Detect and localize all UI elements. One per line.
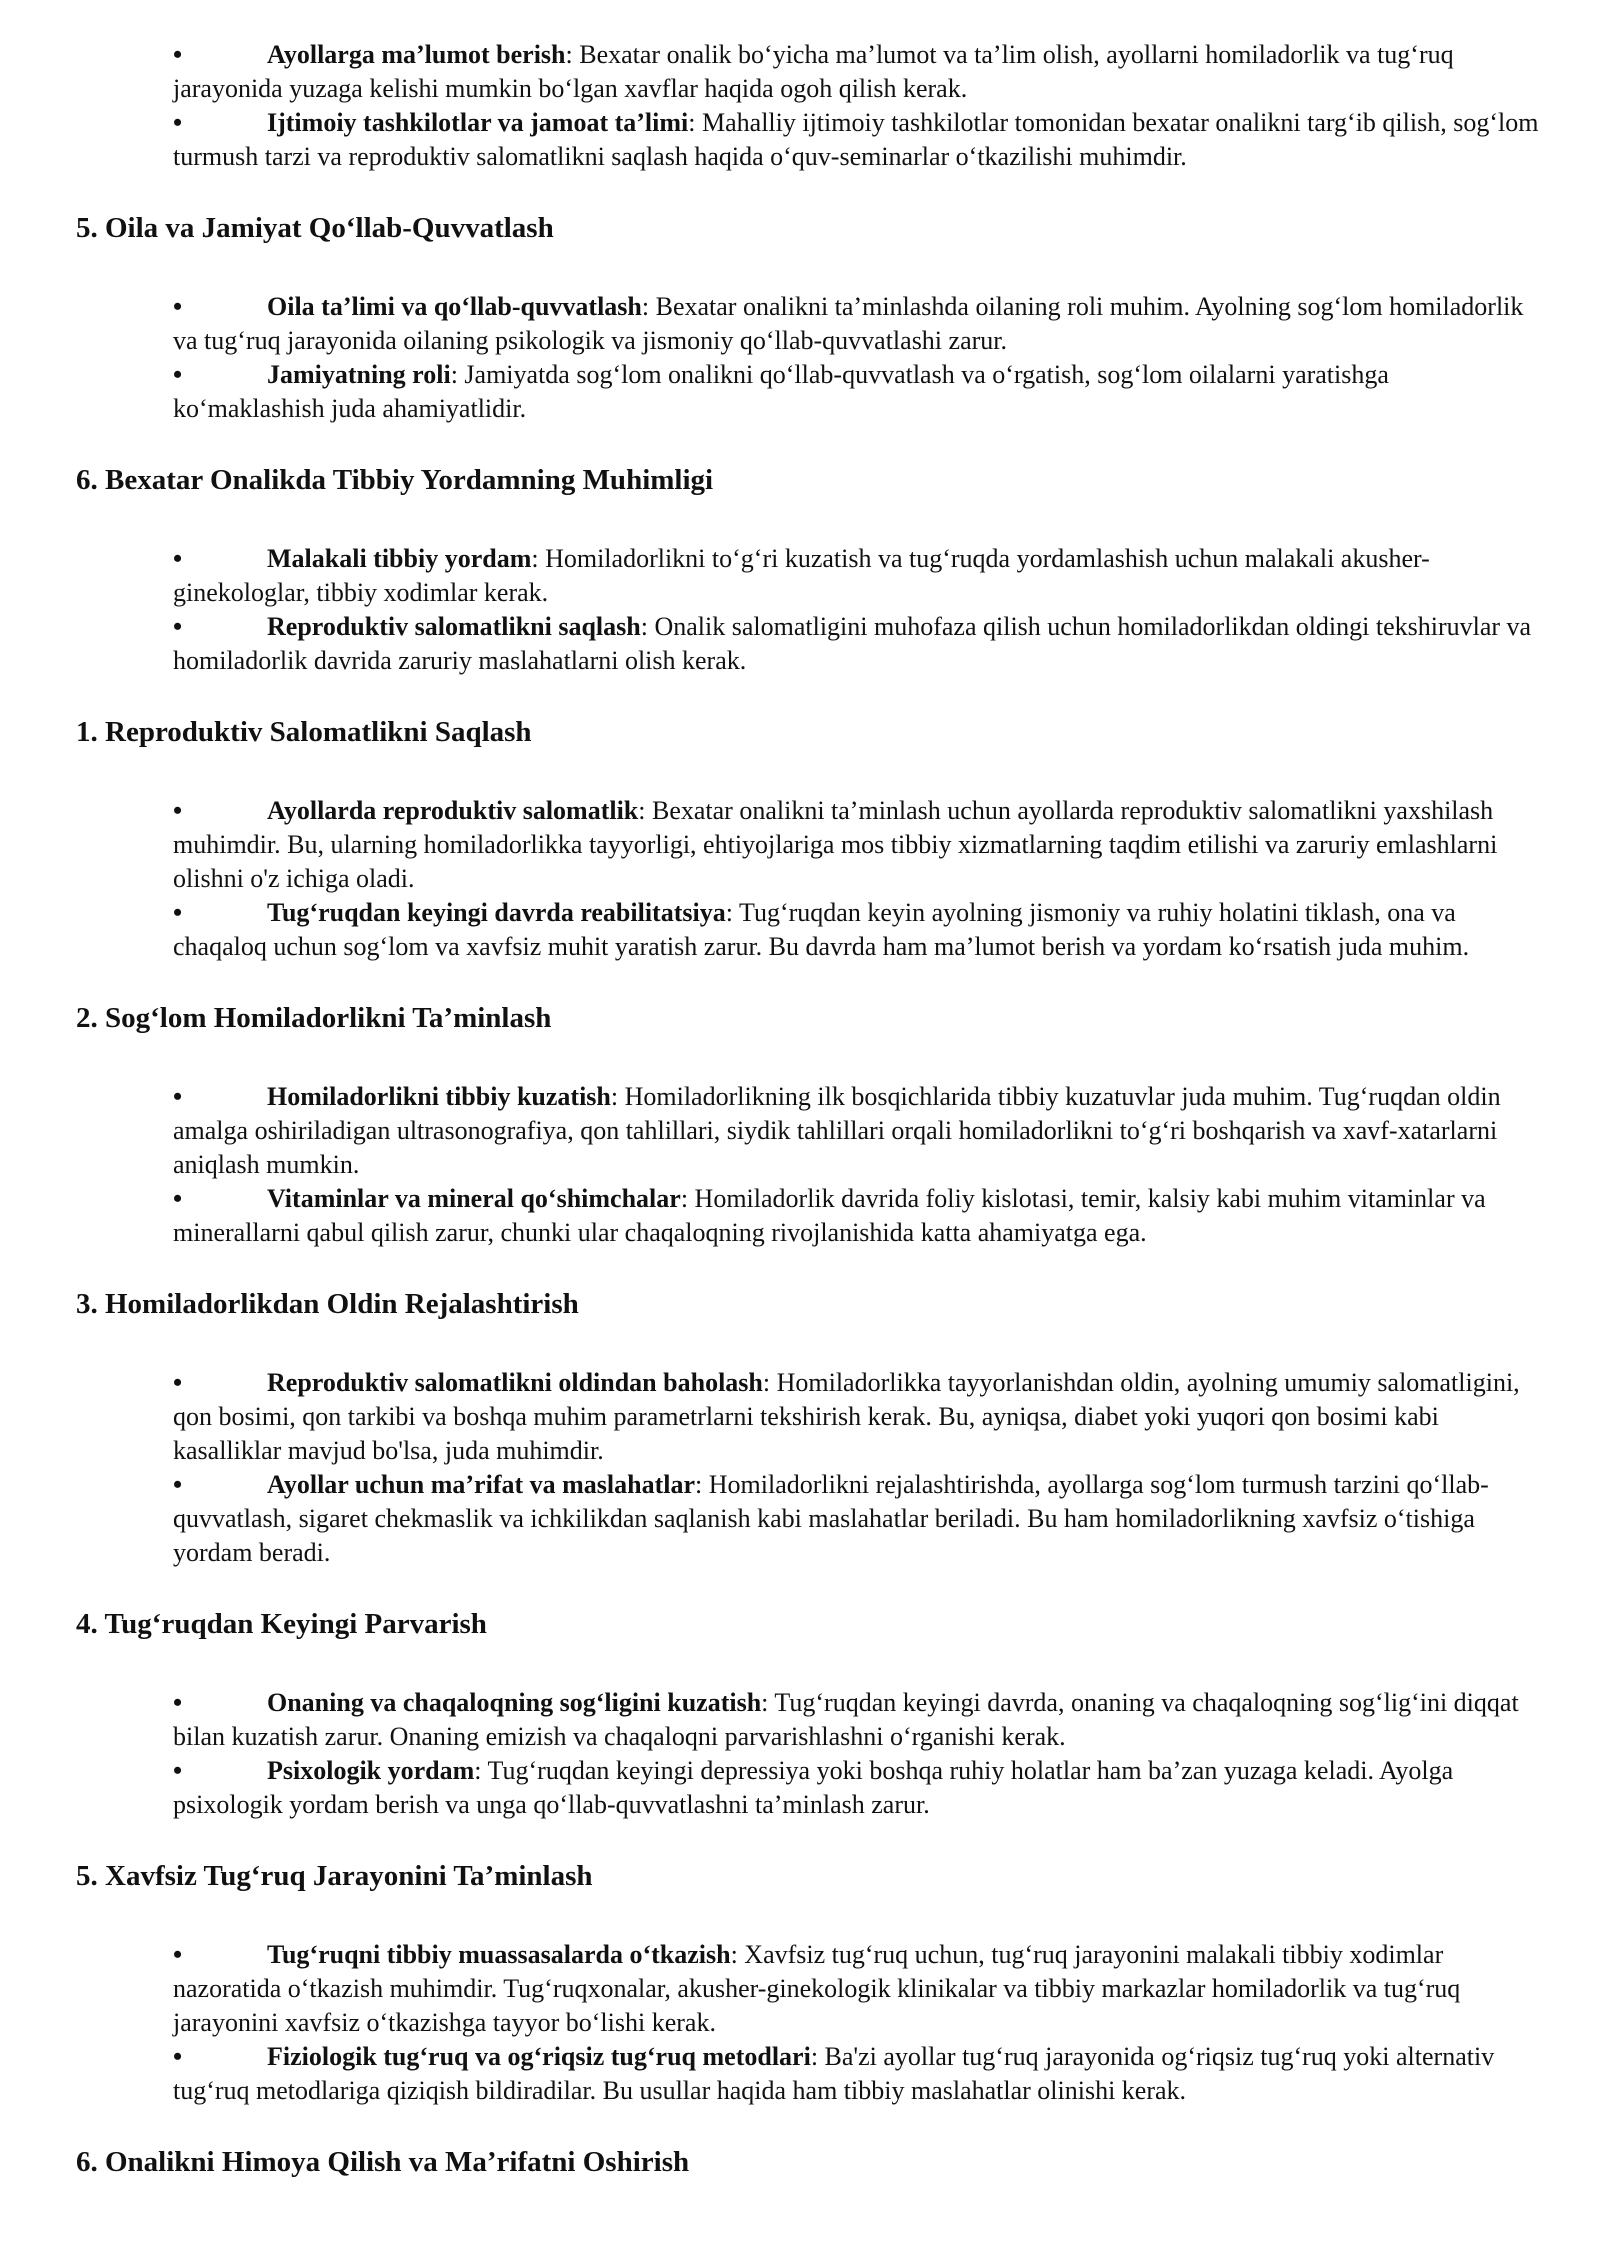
- bullet-term: Reproduktiv salomatlikni saqlash: [267, 612, 641, 641]
- bullet-term: Ijtimoiy tashkilotlar va jamoat ta’limi: [267, 108, 689, 137]
- bullet-icon: •: [173, 1368, 183, 1397]
- section-heading: 3. Homiladorlikdan Oldin Rejalashtirish: [76, 1288, 579, 1320]
- list-item: [0, 794, 1600, 896]
- bullet-icon: •: [173, 360, 183, 389]
- bullet-text: : Ba'zi ayollar tug‘ruq jarayonida og‘riqsiz tug‘ruq yoki alternativ tug‘ruq metodlariga qiziqish bildiradilar. Bu usullar haqida ham tibbiy maslahatlar olinishi kerak.: [173, 2042, 1495, 2105]
- bullet-term: Ayollar uchun ma’rifat va maslahatlar: [267, 1470, 696, 1499]
- list-item: [0, 896, 1600, 964]
- list-item: [0, 290, 1600, 358]
- bullet-text: : Jamiyatda sog‘lom onalikni qo‘llab-quvvatlash va o‘rgatish, sog‘lom oilalarni yaratishga ko‘maklashish juda ahamiyatlidir.: [173, 360, 1389, 423]
- section-heading: 6. Bexatar Onalikda Tibbiy Yordamning Muhimligi: [76, 464, 714, 496]
- section-bullet-list: [0, 290, 1600, 426]
- document-section: [0, 210, 1600, 426]
- bullet-term: Malakali tibbiy yordam: [267, 544, 532, 573]
- bullet-text: : Mahalliy ijtimoiy tashkilotlar tomonidan bexatar onalikni targ‘ib qilish, sog‘lom turmush tarzi va reproduktiv salomatlikni saqlash haqida o‘quv-seminarlar o‘tkazilishi muhimdir.: [173, 108, 1539, 171]
- list-item: [0, 1182, 1600, 1250]
- section-bullet-list: [0, 794, 1600, 964]
- document-section: [0, 1858, 1600, 2108]
- bullet-icon: •: [173, 2042, 183, 2071]
- list-item: [0, 1080, 1600, 1182]
- bullet-term: Homiladorlikni tibbiy kuzatish: [267, 1082, 611, 1111]
- bullet-icon: •: [173, 898, 183, 927]
- bullet-text: : Homiladorlikka tayyorlanishdan oldin, ayolning umumiy salomatligini, qon bosimi, qon tarkibi va boshqa muhim parametrlarni tekshirish kerak. Bu, ayniqsa, diabet yoki yuqori qon bosimi kabi kasalliklar mavjud bo'lsa, juda muhimdir.: [173, 1368, 1520, 1465]
- section-bullet-list: [0, 1080, 1600, 1250]
- bullet-icon: •: [173, 1688, 183, 1717]
- bullet-text: : Bexatar onalikni ta’minlashda oilaning roli muhim. Ayolning sog‘lom homiladorlik va tug‘ruq jarayonida oilaning psikologik va jismoniy qo‘llab-quvvatlashi zarur.: [173, 292, 1524, 355]
- list-item: [0, 1938, 1600, 2040]
- bullet-icon: •: [173, 1082, 183, 1111]
- bullet-icon: •: [173, 1756, 183, 1785]
- bullet-text: : Homiladorlik davrida foliy kislotasi, temir, kalsiy kabi muhim vitaminlar va minerallarni qabul qilish zarur, chunki ular chaqaloqning rivojlanishida katta ahamiyatga ega.: [173, 1184, 1486, 1247]
- intro-bullet-list: [0, 38, 1600, 174]
- section-bullet-list: [0, 1938, 1600, 2108]
- sections-container: [0, 210, 1600, 2180]
- bullet-term: Ayollarga ma’lumot berish: [267, 40, 566, 69]
- section-bullet-list: [0, 1686, 1600, 1822]
- section-heading: 5. Oila va Jamiyat Qo‘llab-Quvvatlash: [76, 212, 554, 244]
- bullet-icon: •: [173, 292, 183, 321]
- document-section: [0, 1606, 1600, 1822]
- bullet-text: : Tug‘ruqdan keyingi davrda, onaning va chaqaloqning sog‘lig‘ini diqqat bilan kuzatish zarur. Onaning emizish va chaqaloqni parvarishlashni o‘rganishi kerak.: [173, 1688, 1519, 1751]
- bullet-term: Psixologik yordam: [267, 1756, 475, 1785]
- section-bullet-list: [0, 1366, 1600, 1570]
- document-section: [0, 2144, 1600, 2180]
- bullet-term: Oila ta’limi va qo‘llab-quvvatlash: [267, 292, 642, 321]
- bullet-term: Onaning va chaqaloqning sog‘ligini kuzatish: [267, 1688, 762, 1717]
- bullet-icon: •: [173, 40, 183, 69]
- bullet-text: : Tug‘ruqdan keyingi depressiya yoki boshqa ruhiy holatlar ham ba’zan yuzaga keladi. Ayolga psixologik yordam berish va unga qo‘llab-quvvatlashni ta’minlash zarur.: [173, 1756, 1454, 1819]
- list-item: [0, 106, 1600, 174]
- list-item: [0, 2040, 1600, 2108]
- list-item: [0, 610, 1600, 678]
- list-item: [0, 1468, 1600, 1570]
- list-item: [0, 38, 1600, 106]
- bullet-term: Tug‘ruqni tibbiy muassasalarda o‘tkazish: [267, 1940, 731, 1969]
- section-heading: 4. Tug‘ruqdan Keyingi Parvarish: [76, 1608, 487, 1640]
- list-item: [0, 1366, 1600, 1468]
- section-heading: 5. Xavfsiz Tug‘ruq Jarayonini Ta’minlash: [76, 1860, 593, 1892]
- bullet-icon: •: [173, 1470, 183, 1499]
- bullet-text: : Onalik salomatligini muhofaza qilish uchun homiladorlikdan oldingi tekshiruvlar va homiladorlik davrida zaruriy maslahatlarni olish kerak.: [173, 612, 1532, 675]
- bullet-term: Ayollarda reproduktiv salomatlik: [267, 796, 639, 825]
- bullet-text: : Xavfsiz tug‘ruq uchun, tug‘ruq jarayonini malakali tibbiy xodimlar nazoratida o‘tkazish muhimdir. Tug‘ruqxonalar, akusher-ginekologik klinikalar va tibbiy markazlar homiladorlik va tug‘ruq jarayonini xavfsiz o‘tkazishga tayyor bo‘lishi kerak.: [173, 1940, 1461, 2037]
- bullet-text: : Homiladorlikni rejalashtirishda, ayollarga sog‘lom turmush tarzini qo‘llab-quvvatlash, sigaret chekmaslik va ichkilikdan saqlanish kabi maslahatlar beriladi. Bu ham homiladorlikning xavfsiz o‘tishiga yordam beradi.: [173, 1470, 1489, 1567]
- document-section: [0, 1000, 1600, 1250]
- bullet-icon: •: [173, 612, 183, 641]
- bullet-term: Vitaminlar va mineral qo‘shimchalar: [267, 1184, 681, 1213]
- intro-section: [0, 38, 1600, 174]
- bullet-text: : Bexatar onalikni ta’minlash uchun ayollarda reproduktiv salomatlikni yaxshilash muhimdir. Bu, ularning homiladorlikka tayyorligi, ehtiyojlariga mos tibbiy xizmatlarning taqdim etilishi va zaruriy emlashlarni olishni o'z ichiga oladi.: [173, 796, 1498, 893]
- bullet-term: Tug‘ruqdan keyingi davrda reabilitatsiya: [267, 898, 726, 927]
- document-section: [0, 714, 1600, 964]
- bullet-text: : Homiladorlikning ilk bosqichlarida tibbiy kuzatuvlar juda muhim. Tug‘ruqdan oldin amalga oshiriladigan ultrasonografiya, qon tahlillari, siydik tahlillari orqali homiladorlikni to‘g‘ri boshqarish va xavf-xatarlarni aniqlash mumkin.: [173, 1082, 1501, 1179]
- section-heading: 6. Onalikni Himoya Qilish va Ma’rifatni Oshirish: [76, 2146, 690, 2178]
- section-heading: 2. Sog‘lom Homiladorlikni Ta’minlash: [76, 1002, 552, 1034]
- bullet-icon: •: [173, 1940, 183, 1969]
- bullet-text: : Homiladorlikni to‘g‘ri kuzatish va tug‘ruqda yordamlashish uchun malakali akusher-ginekologlar, tibbiy xodimlar kerak.: [173, 544, 1430, 607]
- list-item: [0, 358, 1600, 426]
- bullet-icon: •: [173, 1184, 183, 1213]
- section-bullet-list: [0, 542, 1600, 678]
- document-section: [0, 1286, 1600, 1570]
- bullet-icon: •: [173, 796, 183, 825]
- document-section: [0, 462, 1600, 678]
- bullet-term: Fiziologik tug‘ruq va og‘riqsiz tug‘ruq metodlari: [267, 2042, 811, 2071]
- section-heading: 1. Reproduktiv Salomatlikni Saqlash: [76, 716, 532, 748]
- list-item: [0, 542, 1600, 610]
- bullet-icon: •: [173, 544, 183, 573]
- bullet-text: : Tug‘ruqdan keyin ayolning jismoniy va ruhiy holatini tiklash, ona va chaqaloq uchun sog‘lom va xavfsiz muhit yaratish zarur. Bu davrda ham ma’lumot berish va yordam ko‘rsatish juda muhim.: [173, 898, 1470, 961]
- bullet-term: Jamiyatning roli: [267, 360, 451, 389]
- list-item: [0, 1686, 1600, 1754]
- bullet-icon: •: [173, 108, 183, 137]
- bullet-term: Reproduktiv salomatlikni oldindan baholash: [267, 1368, 763, 1397]
- bullet-text: : Bexatar onalik bo‘yicha ma’lumot va ta’lim olish, ayollarni homiladorlik va tug‘ruq jarayonida yuzaga kelishi mumkin bo‘lgan xavflar haqida ogoh qilish kerak.: [173, 40, 1454, 103]
- list-item: [0, 1754, 1600, 1822]
